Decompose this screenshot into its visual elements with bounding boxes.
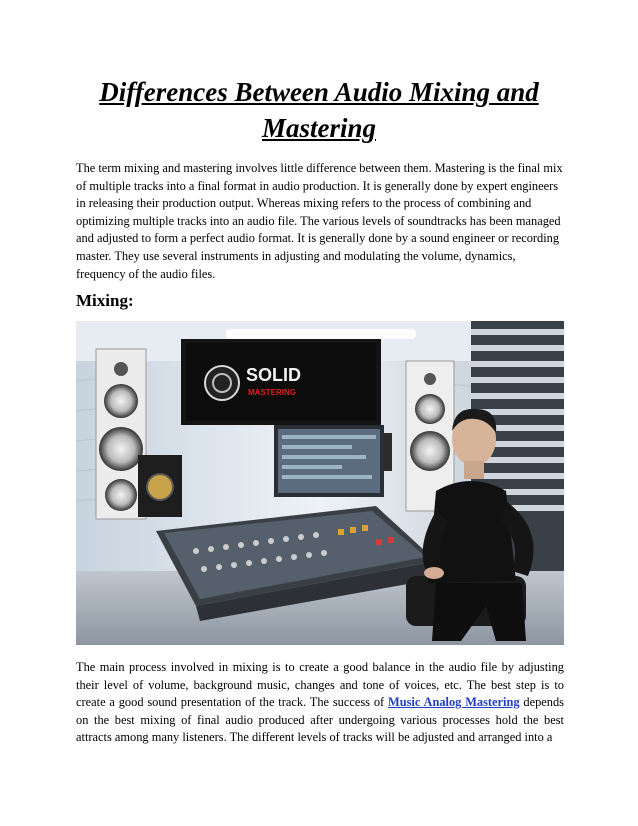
document-title: Differences Between Audio Mixing and Mastering	[99, 77, 539, 143]
studio-photo	[76, 321, 564, 645]
screen-logo-subtext: MASTERING	[248, 388, 296, 397]
music-analog-mastering-link[interactable]: Music Analog Mastering	[388, 695, 520, 710]
body-text-after-link: depends on the best mixing of final audio produced after undergoing various processes hold the best attracts among many listeners. The different levels of tracks will be adjusted and arranged into a	[76, 695, 564, 745]
body-text-before-link: The main process involved in mixing is to create a good balance in the audio file by adjusting their level of volume, background music, changes and tone of voices, etc. The best step is to create a good sound presentation of the track. The success of	[76, 660, 564, 710]
screen-logo-text: SOLID	[246, 365, 302, 385]
section-heading-mixing: Mixing:	[76, 291, 134, 310]
studio-photo-illustration	[76, 321, 564, 645]
mixing-body-paragraph	[76, 659, 564, 747]
intro-paragraph: The term mixing and mastering involves little difference between them. Mastering is the final mix of multiple tracks into a final format in audio production. It is generally done by expert engineers in releasing their production output. Whereas mixing refers to the process of combining and optimizing multiple tracks into an audio file. The various levels of soundtracks has been managed and adjusted to form a perfect audio format. It is generally done by a sound engineer or recording master. They use several instruments in adjusting and modulating the volume, dynamics, frequency of the audio files.	[76, 161, 563, 281]
